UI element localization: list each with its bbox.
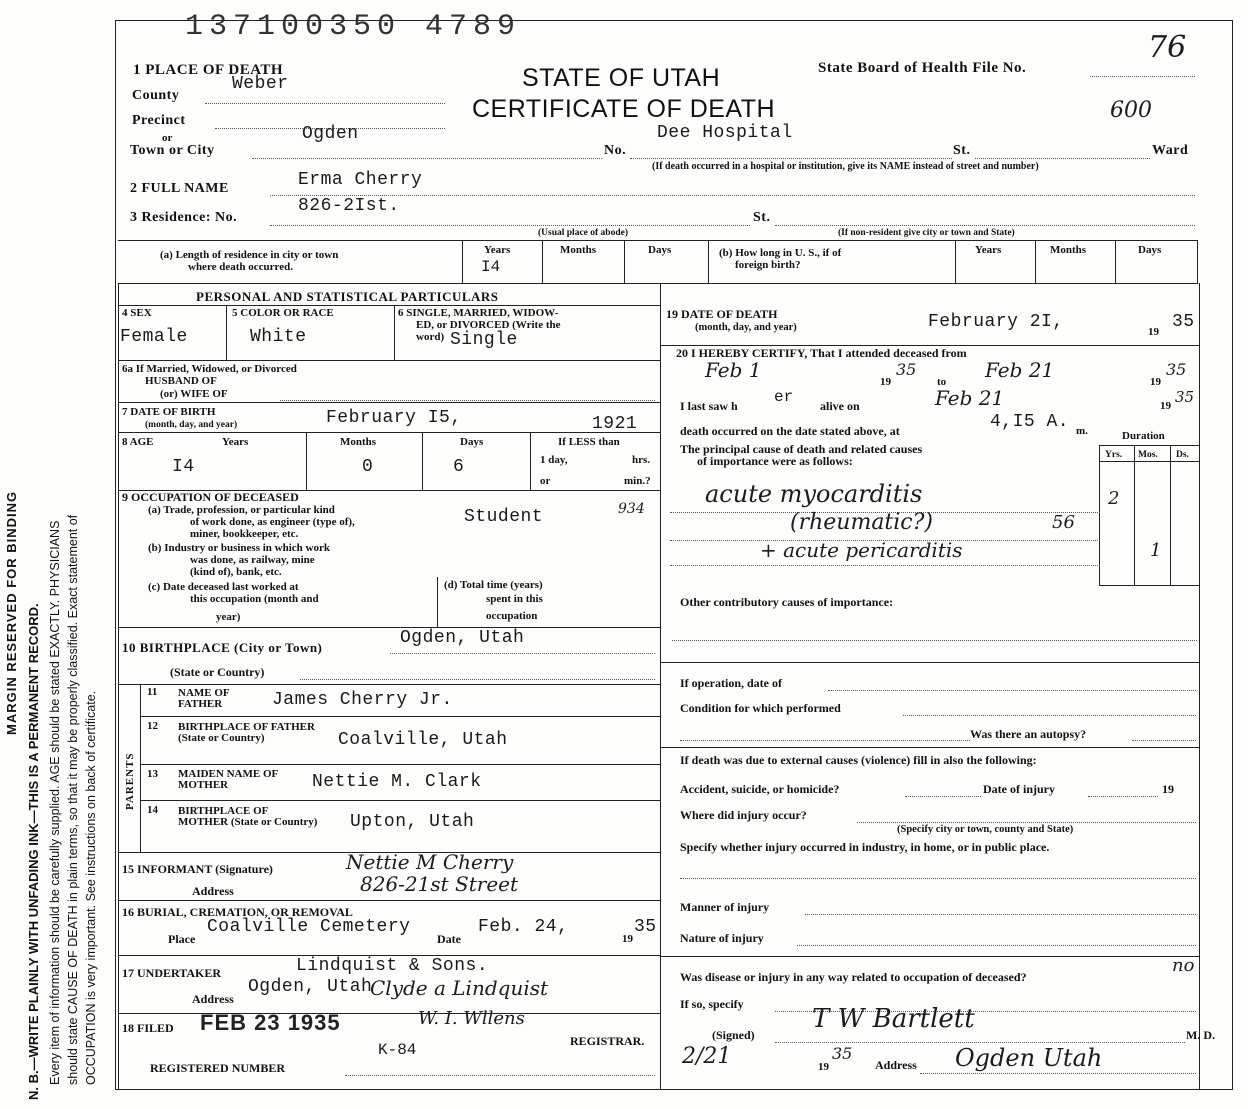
burial-date-value: Feb. 24, [478,917,569,937]
occupation-d-2: spent in this [486,593,543,605]
death-date-label-1: 19 DATE OF DEATH [666,307,778,321]
signed-label: (Signed) [712,1028,755,1042]
mother-value: Nettie M. Clark [312,772,482,792]
autopsy-label: Was there an autopsy? [970,727,1087,741]
birthplace-label: 10 BIRTHPLACE (City or Town) [122,640,323,655]
burial-year-value: 35 [634,917,657,937]
margin-instructions-2: Every item of information should be carefully supplied. AGE should be stated EXACTLY. PHYSICIANS [48,520,62,1085]
signed-year-prefix: 19 [818,1061,829,1073]
residence-months-label: Months [560,244,597,256]
date-injury-label: Date of injury [983,782,1055,796]
residence-st-label: St. [753,210,771,225]
file-number-value: 76 [1148,30,1187,65]
md-label: M. D. [1186,1028,1215,1042]
father-bp-label: BIRTHPLACE OF FATHER (State or Country) [178,721,315,744]
registered-number-value: K-84 [378,1041,417,1059]
if-so-specify-label: If so, specify [680,997,744,1011]
death-date-value: February 2I, [928,312,1064,332]
margin-instructions-1: N. B.—WRITE PLAINLY WITH UNFADING INK—THIS IS A PERMANENT RECORD. [26,603,41,1100]
occupation-code: 934 [618,501,645,517]
town-label: Town or City [130,143,215,158]
file-number-hand: 600 [1110,98,1152,123]
county-label: County [132,88,180,103]
marital-label-2: ED, or DIVORCED (Write the [416,319,561,331]
burial-label: 16 BURIAL, CREMATION, OR REMOVAL [122,905,353,919]
ds-label: Ds. [1176,450,1189,460]
filed-label: 18 FILED [122,1021,174,1035]
attended-to-year-prefix: 19 [1150,376,1161,388]
undertaker-address: Ogden, Utah [248,977,373,997]
margin-binding: MARGIN RESERVED FOR BINDING [4,490,19,735]
attended-to: Feb 21 [985,358,1055,382]
occupation-d-1: (d) Total time (years) [444,579,543,591]
informant-address: 826-21st Street [360,872,519,896]
death-year-prefix: 19 [1148,326,1159,338]
age-years-value: I4 [172,457,195,477]
sex-label: 4 SEX [122,307,152,319]
occupation-c-2: this occupation (month and [190,593,319,605]
signed-year: 35 [832,1044,853,1063]
age-months-label: Months [340,436,377,448]
cause-b-code: 56 [1052,512,1075,533]
occupation-c-1: (c) Date deceased last worked at [148,581,299,593]
operation-date-label: If operation, date of [680,676,782,690]
where-label: Where did injury occur? [680,808,807,822]
state-country-label: (State or Country) [170,665,265,679]
occupation-d-3: occupation [486,610,538,622]
file-number-label: State Board of Health File No. [818,60,1027,76]
occupation-heading: 9 OCCUPATION OF DECEASED [122,490,299,504]
cause-c-duration: 1 [1150,540,1162,561]
occupation-b-2: was done, as railway, mine [190,554,315,566]
undertaker-address-label: Address [192,992,234,1006]
contributory-label: Other contributory causes of importance: [680,595,894,609]
informant-label: 15 INFORMANT (Signature) [122,862,273,876]
last-saw-suffix: er [774,388,794,406]
occupation-a-1: (a) Trade, profession, or particular kind [148,504,335,516]
death-time: 4,I5 A. [990,412,1070,432]
mother-label: MAIDEN NAME OF MOTHER [178,768,278,791]
residence-value: 826-2Ist. [298,196,400,216]
mos-label: Mos. [1138,450,1158,460]
residence-years-label: Years [484,244,511,256]
signed-date: 2/21 [682,1044,732,1069]
town-value: Ogden [302,124,359,144]
mother-bp-label: BIRTHPLACE OF MOTHER (State or Country) [178,805,318,828]
burial-place-label: Place [168,932,196,946]
father-label: NAME OF FATHER [178,687,230,710]
marital-value: Single [450,330,518,350]
residence-days-label: Days [648,244,672,256]
age-label: 8 AGE [122,436,154,448]
less-label-1: If LESS than [558,436,620,448]
place-heading: 1 PLACE OF DEATH [133,62,284,78]
cause-label-2: of importance were as follows: [697,454,853,468]
external-heading: If death was due to external causes (violence) fill in also the following: [680,753,1037,767]
physician-address-label: Address [875,1058,917,1072]
full-name-value: Erma Cherry [298,170,423,190]
mother-bp-num: 14 [147,804,158,816]
us-years-label: Years [975,244,1002,256]
length-residence-label-2: where death occurred. [188,261,293,273]
personal-heading: PERSONAL AND STATISTICAL PARTICULARS [196,289,499,304]
age-days-label: Days [460,436,484,448]
age-days-value: 6 [453,457,465,477]
registrar-label: REGISTRAR. [570,1034,645,1048]
injury-year-prefix: 19 [1162,782,1174,796]
father-num: 11 [147,686,158,698]
less-or-label: or [540,475,551,487]
less-min-label: min.? [624,475,651,487]
attended-from: Feb 1 [705,358,762,382]
industry-label: Specify whether injury occurred in industry, in home, or in public place. [680,840,1050,854]
margin-instructions-3: should state CAUSE OF DEATH in plain terms, so that it may be properly classified. Exact statement of [66,514,80,1085]
length-residence-label-1: (a) Length of residence in city or town [160,249,339,261]
or-label: or [162,132,173,144]
manner-label: Manner of injury [680,900,770,914]
ward-label: Ward [1152,143,1189,158]
precinct-label: Precinct [132,113,186,128]
no-label: No. [604,143,627,158]
nature-label: Nature of injury [680,931,764,945]
undertaker-signature: Clyde a Lindquist [370,976,549,1000]
residence-years-value: I4 [481,258,501,276]
cause-label-1: The principal cause of death and related causes [680,442,923,456]
dob-year: 1921 [592,414,638,434]
occupation-related-question: Was disease or injury in any way related to occupation of deceased? [680,970,1027,984]
spouse-label-3: (or) WIFE OF [160,388,228,400]
occupation-value: Student [464,507,544,527]
spouse-label-2: HUSBAND OF [145,375,217,387]
age-months-value: 0 [362,457,374,477]
hospital-note: (If death occurred in a hospital or institution, give its NAME instead of street and number) [652,161,1039,172]
county-value: Weber [232,74,289,94]
color-label: 5 COLOR OR RACE [232,307,334,319]
duration-label: Duration [1122,430,1165,442]
last-saw-label: I last saw h [680,399,738,413]
us-months-label: Months [1050,244,1087,256]
death-year-value: 35 [1172,312,1195,332]
filed-stamp: FEB 23 1935 [200,1010,341,1035]
alive-on-value: Feb 21 [935,386,1005,410]
informant-address-label: Address [192,884,234,898]
us-label-1: (b) How long in U. S., if of [719,247,842,259]
occupation-b-1: (b) Industry or business in which work [148,542,330,554]
sex-value: Female [120,327,188,347]
yrs-label: Yrs. [1105,450,1123,460]
to-label: to [937,376,947,388]
alive-on-label: alive on [820,399,860,413]
residence-label: 3 Residence: No. [130,210,238,225]
operation-condition-label: Condition for which performed [680,701,841,715]
occupation-a-3: miner, bookkeeper, etc. [190,528,299,540]
full-name-label: 2 FULL NAME [130,181,229,196]
father-bp-num: 12 [147,720,158,732]
attended-from-year-prefix: 19 [880,376,891,388]
dob-value: February I5, [326,408,462,428]
registrar-signature: W. I. Wllens [418,1008,525,1029]
physician-signature: T W Bartlett [812,1004,975,1034]
cause-a: acute myocarditis [705,480,923,508]
specify-city-note: (Specify city or town, county and State) [897,824,1074,835]
occurred-label: death occurred on the date stated above, at [680,424,900,438]
usual-abode-note: (Usual place of abode) [538,228,628,238]
cause-a-duration: 2 [1108,488,1120,509]
serial-number: 137100350 4789 [185,10,522,44]
occupation-b-3: (kind of), bank, etc. [190,566,282,578]
cause-c: + acute pericarditis [760,538,963,562]
certificate-title: CERTIFICATE OF DEATH [472,95,776,123]
us-days-label: Days [1138,244,1162,256]
cause-b: (rheumatic?) [790,510,934,535]
age-years-label: Years [222,436,249,448]
occupation-related-answer: no [1172,955,1195,976]
dob-label-2: (month, day, and year) [145,420,238,430]
certify-text: 20 I HEREBY CERTIFY, That I attended deceased from [676,346,967,360]
burial-year-prefix: 19 [622,933,633,945]
margin-instructions-4: OCCUPATION is very important. See instructions on back of certificate. [84,690,98,1085]
state-title: STATE OF UTAH [522,64,721,92]
less-hrs-label: hrs. [632,454,651,466]
occupation-a-2: of work done, as engineer (type of), [190,516,355,528]
marital-label-1: 6 SINGLE, MARRIED, WIDOW- [398,307,559,319]
undertaker-label: 17 UNDERTAKER [122,966,222,980]
attended-to-year: 35 [1166,360,1187,379]
burial-place-value: Coalville Cemetery [207,917,411,937]
physician-address: Ogden Utah [955,1044,1103,1072]
alive-year: 35 [1175,388,1195,406]
mother-bp-value: Upton, Utah [350,812,475,832]
nonresident-note: (If non-resident give city or town and State) [838,228,1015,238]
accident-label: Accident, suicide, or homicide? [680,782,840,796]
color-value: White [250,327,307,347]
parents-side-label: PARENTS [124,752,136,810]
us-label-2: foreign birth? [735,259,801,271]
burial-date-label: Date [437,932,461,946]
mother-num: 13 [147,768,158,780]
attended-from-year: 35 [896,360,917,379]
father-value: James Cherry Jr. [272,690,453,710]
informant-signature: Nettie M Cherry [346,850,514,874]
birthplace-value: Ogden, Utah [400,628,525,648]
spouse-label-1: 6a If Married, Widowed, or Divorced [122,363,297,375]
alive-year-prefix: 19 [1160,400,1171,412]
m-label: m. [1076,425,1088,437]
undertaker-name: Lindquist & Sons. [296,956,489,976]
marital-label-3: word) [416,331,445,343]
hospital-value: Dee Hospital [657,123,793,143]
father-bp-value: Coalville, Utah [338,730,508,750]
occupation-c-3: year) [216,611,241,623]
less-label-2: 1 day, [540,454,568,466]
st-label: St. [953,143,971,158]
dob-label-1: 7 DATE OF BIRTH [122,406,216,418]
death-date-label-2: (month, day, and year) [695,322,797,333]
registered-number-label: REGISTERED NUMBER [150,1061,286,1075]
